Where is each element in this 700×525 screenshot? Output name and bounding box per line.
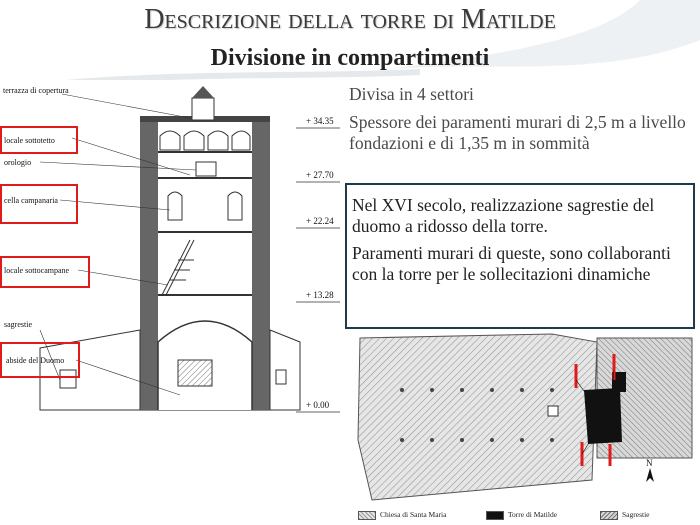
legend-swatch [600,511,618,520]
label-sagrestie: sagrestie [4,320,32,329]
label-abside: abside del Duomo [6,356,65,365]
tower-section-drawing [0,80,345,425]
label-orologio: orologio [4,158,32,167]
level-mark: + 13.28 [306,290,334,300]
bullet-list [349,84,694,161]
legend-swatch [486,511,504,520]
highlight-sottocampane [0,256,90,288]
legend-label: Torre di Matilde [508,510,558,519]
legend-item-chiesa [358,510,446,520]
north-label: N [646,458,653,468]
level-mark: + 0.00 [306,400,330,410]
level-mark: + 27.70 [306,170,334,180]
highlight-sottotetto [0,126,78,154]
highlight-box [345,183,695,329]
slide-title: Descrizione della torre di Matilde [144,4,556,35]
label-terrazza: terrazza di copertura [3,86,69,95]
bullet-item: Spessore dei paramenti murari di 2,5 m a livello fondazioni e di 1,35 m in sommità [349,112,686,153]
legend-label: Chiesa di Santa Maria [380,510,447,519]
legend-label: Sagrestie [622,510,650,519]
legend-item-torre [486,510,557,520]
level-mark: + 22.24 [306,216,334,226]
highlight-cella-campanaria [0,184,78,224]
legend-swatch [358,511,376,520]
boxed-bullet-item: Paramenti murari di queste, sono collaboranti con la torre per le sollecitazioni dinamiche [352,243,671,284]
level-mark: + 34.35 [306,116,334,126]
legend-item-sagrestie [600,510,650,520]
bullet-item: Divisa in 4 settori [349,84,474,104]
church-plan-svg [352,330,698,508]
label-cella-campanaria: cella campanaria [4,196,58,205]
slide-subtitle: Divisione in compartimenti [210,45,490,71]
highlight-abside [0,342,80,378]
label-locale-sottocampane: locale sottocampane [4,266,70,275]
church-plan-drawing [352,330,698,522]
boxed-bullet-item: Nel XVI secolo, realizzazione sagrestie del duomo a ridosso della torre. [352,195,655,236]
label-locale-sottotetto: locale sottotetto [4,136,55,145]
